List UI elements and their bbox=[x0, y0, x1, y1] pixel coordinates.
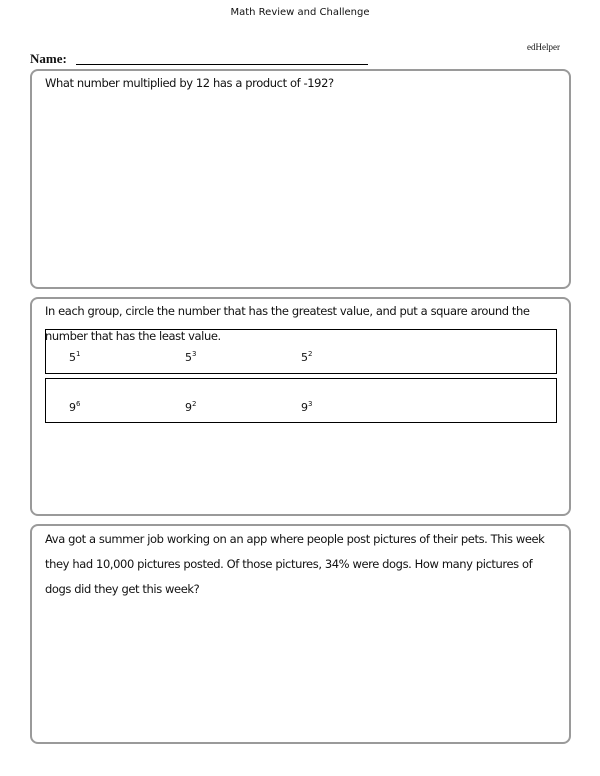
power-option[interactable]: $5^3$ bbox=[185, 350, 197, 364]
question-2-text: In each group, circle the number that has the greatest value, and put a square around the number that has the least value. bbox=[45, 304, 530, 343]
question-3-text: Ava got a summer job working on an app where people post pictures of their pets. This week they had 10,000 pictures posted. Of those pictures, 34% were dogs. How many pictures of dogs did they get this week? bbox=[45, 532, 545, 596]
brand-label: edHelper bbox=[527, 42, 560, 52]
name-line bbox=[76, 64, 368, 65]
power-option[interactable]: $9^2$ bbox=[185, 400, 197, 414]
question-box-2 bbox=[30, 297, 571, 516]
question-box-3 bbox=[30, 524, 571, 744]
number-group-1 bbox=[45, 329, 557, 374]
power-option[interactable]: $5^1$ bbox=[69, 350, 81, 364]
name-row bbox=[30, 51, 370, 67]
number-group-2 bbox=[45, 378, 557, 423]
power-option[interactable]: $5^2$ bbox=[301, 350, 313, 364]
name-label: Name: bbox=[30, 51, 67, 66]
question-1-text: What number multiplied by 12 has a product of -192? bbox=[45, 76, 334, 90]
power-option[interactable]: $9^6$ bbox=[69, 400, 81, 414]
question-box-1 bbox=[30, 69, 571, 289]
worksheet-title: Math Review and Challenge bbox=[230, 7, 370, 18]
power-option[interactable]: $9^3$ bbox=[301, 400, 313, 414]
